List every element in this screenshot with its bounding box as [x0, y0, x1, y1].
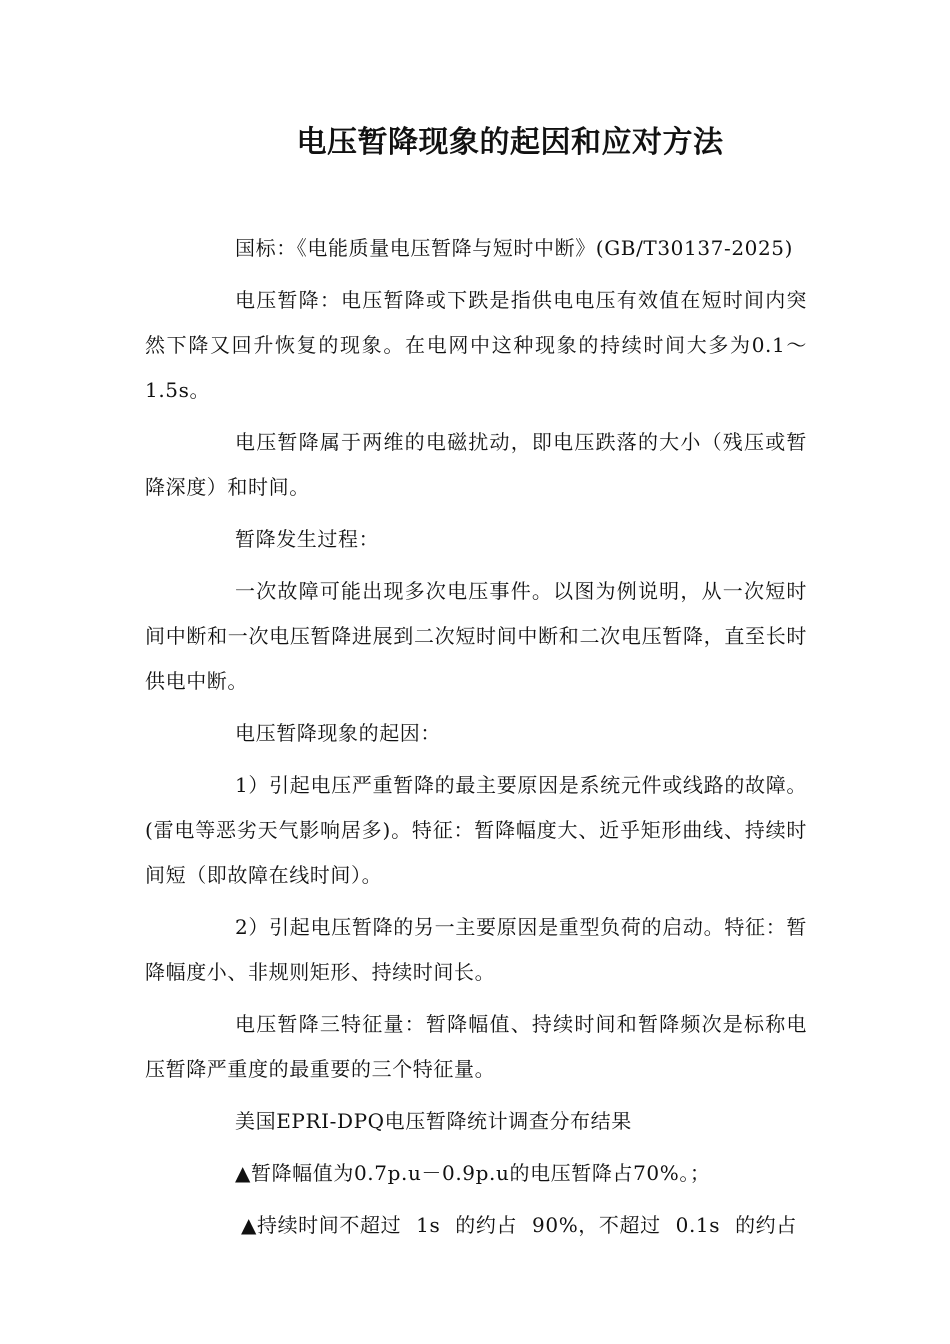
- definition-paragraph: 电压暂降：电压暂降或下跌是指供电电压有效值在短时间内突然下降又回升恢复的现象。在电网中这种现象的持续时间大多为0.1～1.5s。: [145, 288, 807, 402]
- survey-item-amplitude: ▲暂降幅值为0.7p.u－0.9p.u的电压暂降占70%。；: [235, 1161, 711, 1185]
- cause-2-paragraph: 2）引起电压暂降的另一主要原因是重型负荷的启动。特征：暂降幅度小、非规则矩形、持续时间长。: [145, 915, 807, 984]
- dimension-paragraph: 电压暂降属于两维的电磁扰动，即电压跌落的大小（残压或暂降深度）和时间。: [145, 430, 807, 499]
- standard-reference-paragraph: 国标：《电能质量电压暂降与短时中断》(GB/T30137-2025): [235, 236, 794, 260]
- causes-heading: 电压暂降现象的起因：: [235, 721, 441, 745]
- cause-1-paragraph: 1）引起电压严重暂降的最主要原因是系统元件或线路的故障。(雷电等恶劣天气影响居多)。特征：暂降幅度大、近乎矩形曲线、持续时间短（即故障在线时间）。: [145, 773, 807, 887]
- survey-item-duration: ▲持续时间不超过 1s 的约占 90%，不超过 0.1s 的约占: [241, 1213, 797, 1237]
- survey-heading: 美国EPRI-DPQ电压暂降统计调查分布结果: [235, 1109, 632, 1133]
- document-body: [145, 226, 807, 1255]
- process-heading: 暂降发生过程：: [235, 527, 380, 551]
- process-paragraph: 一次故障可能出现多次电压事件。以图为例说明，从一次短时间中断和一次电压暂降进展到二次短时间中断和二次电压暂降，直至长时供电中断。: [145, 579, 807, 693]
- document-title: 电压暂降现象的起因和应对方法: [296, 125, 724, 160]
- characteristics-paragraph: 电压暂降三特征量：暂降幅值、持续时间和暂降频次是标称电压暂降严重度的最重要的三个特征量。: [145, 1012, 807, 1081]
